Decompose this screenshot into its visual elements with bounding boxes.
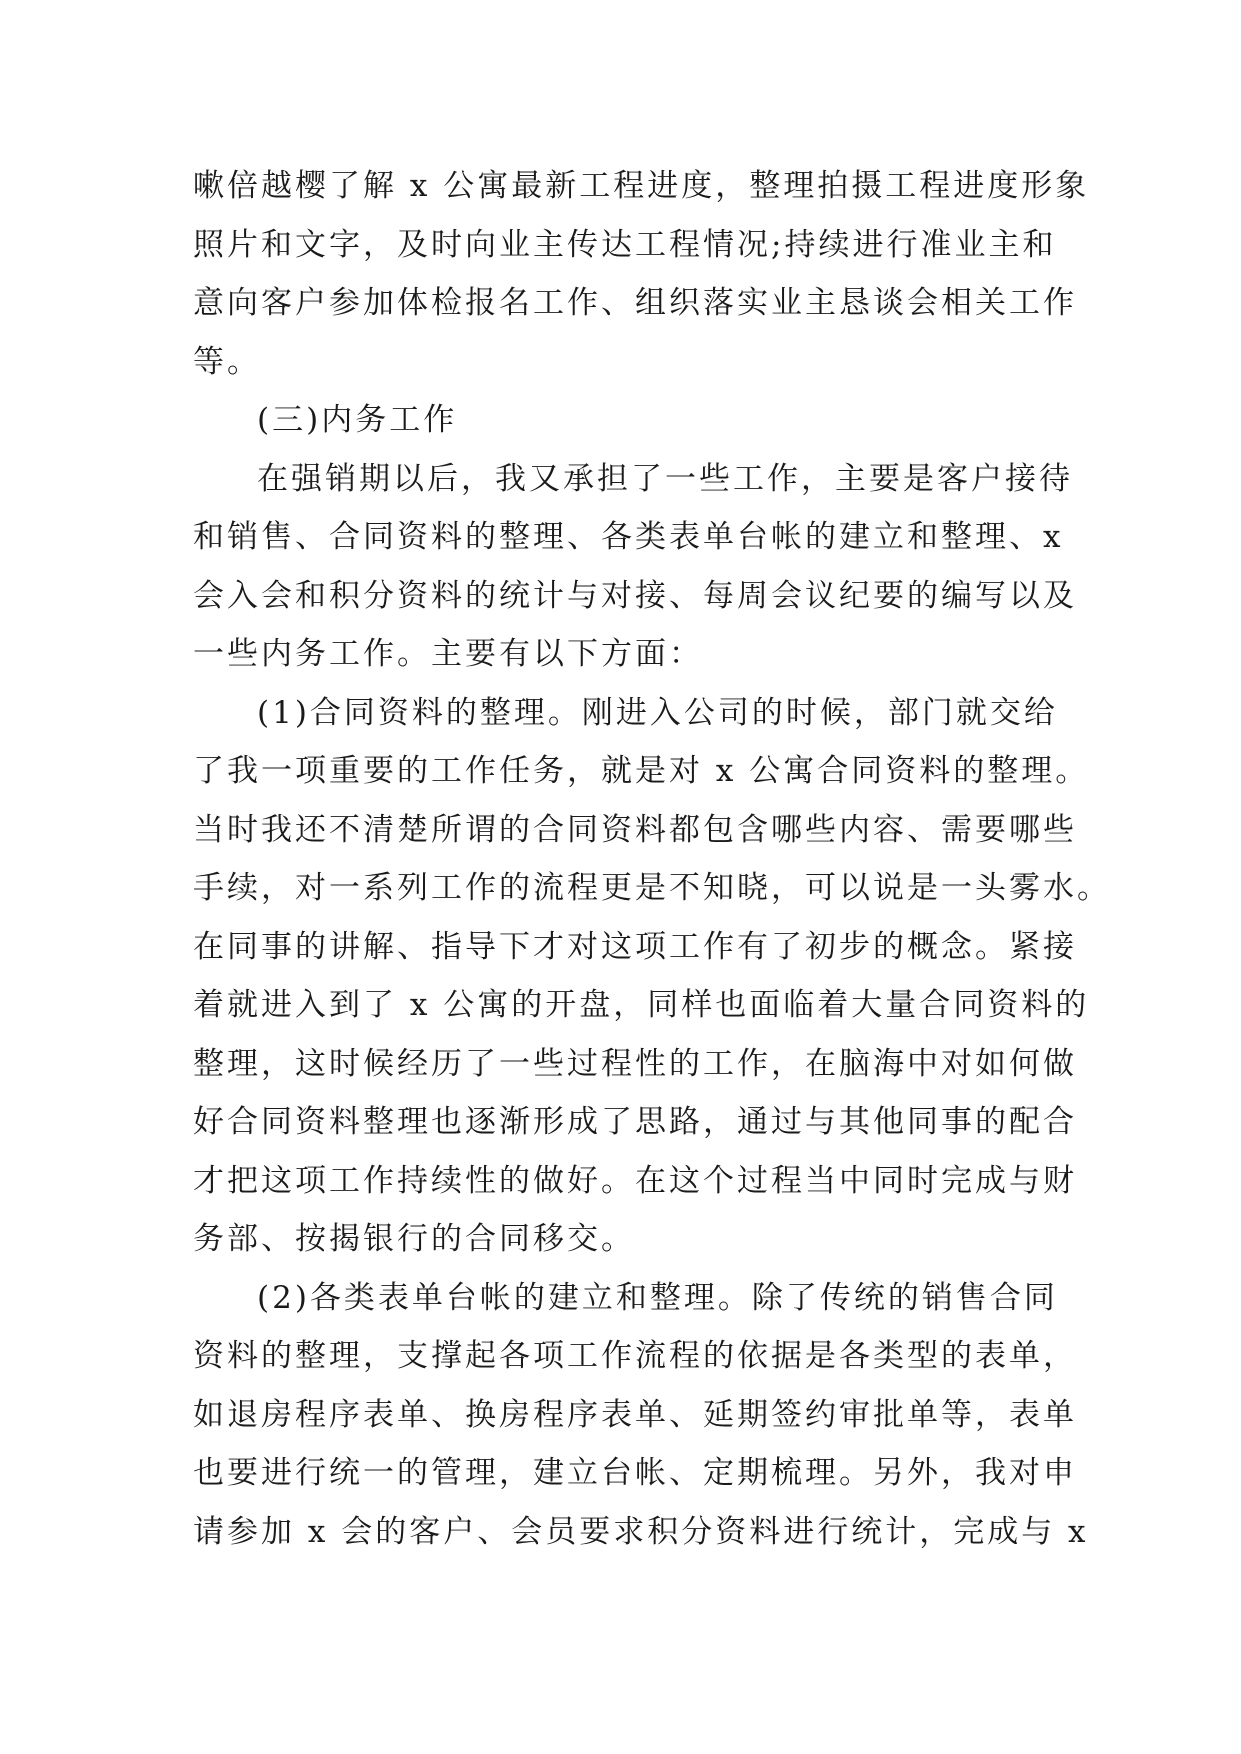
text-line: 照片和文字，及时向业主传达工程情况;持续进行准业主和	[193, 226, 1057, 263]
text-line: 请参加 x 会的客户、会员要求积分资料进行统计，完成与 x	[193, 1513, 1089, 1550]
text-line: 才把这项工作持续性的做好。在这个过程当中同时完成与财	[193, 1162, 1077, 1199]
text-line: 好合同资料整理也逐渐形成了思路，通过与其他同事的配合	[193, 1104, 1077, 1140]
text-line: 嗽倍越樱了解 x 公寓最新工程进度，整理拍摄工程进度形象	[193, 168, 1090, 204]
text-line: 一些内务工作。主要有以下方面：	[193, 636, 703, 672]
section-heading: (三)内务工作	[257, 402, 458, 438]
text-line: 务部、按揭银行的合同移交。	[193, 1221, 635, 1257]
document-body	[193, 157, 1111, 1561]
text-line: (2)各类表单台帐的建立和整理。除了传统的销售合同	[257, 1279, 1058, 1316]
text-line: 着就进入到了 x 公寓的开盘，同样也面临着大量合同资料的	[193, 987, 1090, 1023]
text-line: 等。	[193, 343, 261, 380]
text-line: (1)合同资料的整理。刚进入公司的时候，部门就交给	[257, 694, 1058, 731]
text-line: 资料的整理，支撑起各项工作流程的依据是各类型的表单，	[193, 1338, 1077, 1374]
text-line: 当时我还不清楚所谓的合同资料都包含哪些内容、需要哪些	[193, 811, 1077, 848]
text-line: 如退房程序表单、换房程序表单、延期签约审批单等，表单	[193, 1396, 1077, 1433]
text-line: 和销售、合同资料的整理、各类表单台帐的建立和整理、x	[193, 519, 1064, 555]
text-line: 在同事的讲解、指导下才对这项工作有了初步的概念。紧接	[193, 928, 1077, 965]
text-line: 手续，对一系列工作的流程更是不知晓，可以说是一头雾水。	[193, 870, 1111, 906]
text-line: 在强销期以后，我又承担了一些工作，主要是客户接待	[257, 460, 1073, 497]
text-line: 会入会和积分资料的统计与对接、每周会议纪要的编写以及	[193, 577, 1077, 614]
text-line: 意向客户参加体检报名工作、组织落实业主恳谈会相关工作	[193, 285, 1077, 321]
text-line: 也要进行统一的管理，建立台帐、定期梳理。另外，我对申	[193, 1455, 1077, 1491]
text-line: 整理，这时候经历了一些过程性的工作，在脑海中对如何做	[193, 1045, 1077, 1082]
text-line: 了我一项重要的工作任务，就是对 x 公寓合同资料的整理。	[193, 753, 1090, 789]
